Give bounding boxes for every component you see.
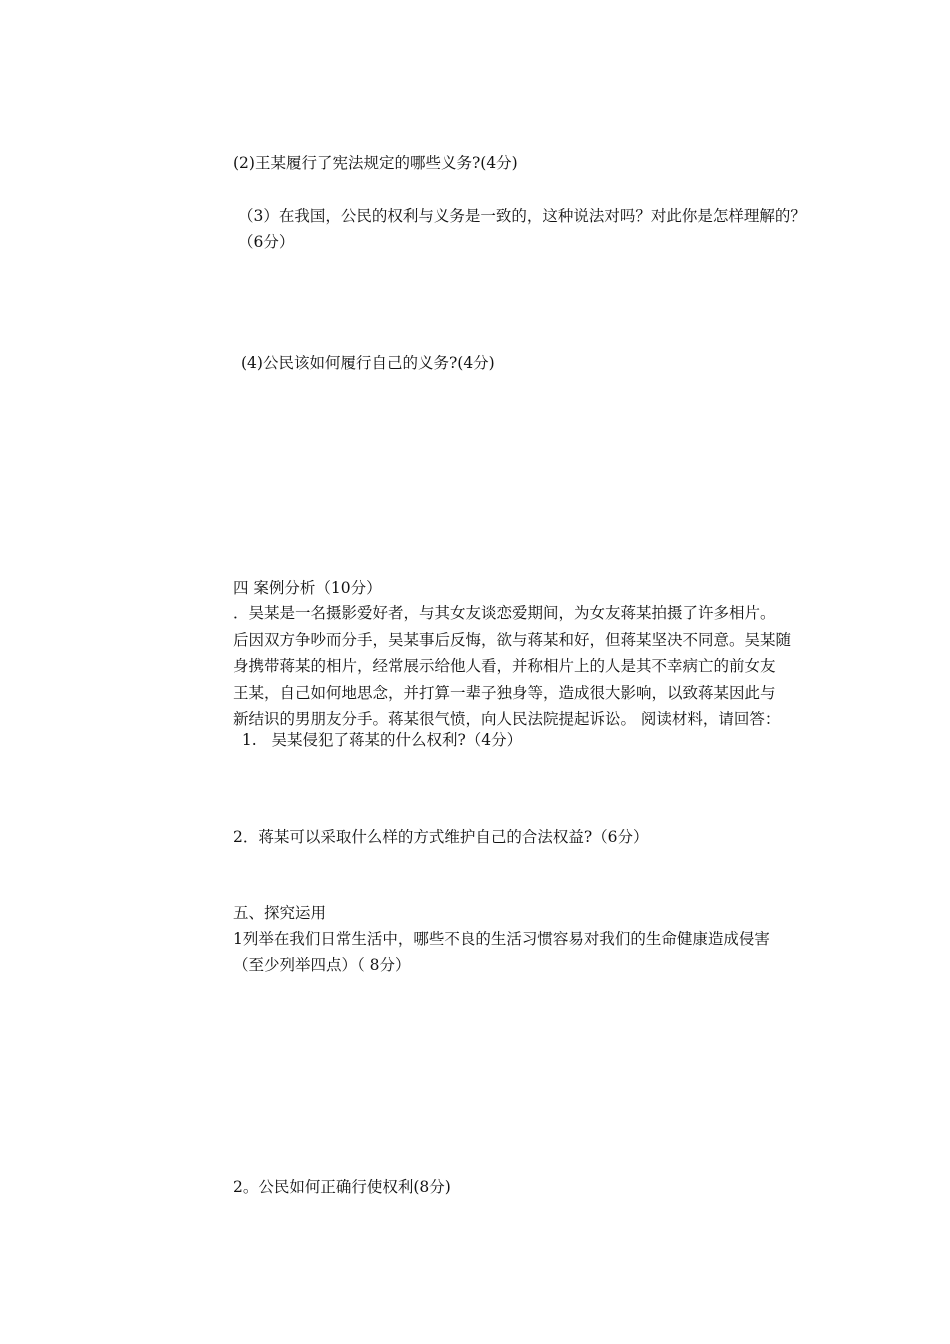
case-line: ．吴某是一名摄影爱好者，与其女友谈恋爱期间，为女友蒋某拍摄了许多相片。: [233, 604, 776, 622]
section-5-heading: 五、探究运用: [233, 904, 327, 922]
explore-question-1-line-2: （至少列举四点）（ 8分）: [233, 956, 411, 974]
case-line: 身携带蒋某的相片，经常展示给他人看，并称相片上的人是其不幸病亡的前女友: [233, 657, 776, 675]
explore-question-1-line-1: 1列举在我们日常生活中，哪些不良的生活习惯容易对我们的生命健康造成侵害: [233, 930, 770, 948]
question-3-line-1: （3）在我国，公民的权利与义务是一致的，这种说法对吗？对此你是怎样理解的？: [238, 207, 806, 225]
case-line: 后因双方争吵而分手，吴某事后反悔，欲与蒋某和好，但蒋某坚决不同意。吴某随: [233, 630, 792, 649]
case-paragraph: [233, 600, 845, 733]
case-question-1: 1. 吴某侵犯了蒋某的什么权利?（4分）: [237, 731, 523, 749]
case-line: 新结识的男朋友分手。蒋某很气愤，向人民法院提起诉讼。 阅读材料，请回答：: [233, 710, 781, 728]
case-question-2: 2．蒋某可以采取什么样的方式维护自己的合法权益?（6分）: [233, 828, 649, 846]
section-4-heading: 四 案例分析（10分）: [233, 579, 382, 597]
explore-question-2: 2。公民如何正确行使权利(8分): [233, 1178, 451, 1196]
question-2-wang-duties: (2)王某履行了宪法规定的哪些义务?(4分): [233, 154, 518, 172]
case-line: 王某，自己如何地思念，并打算一辈子独身等，造成很大影响，以致蒋某因此与: [233, 683, 776, 702]
question-3-line-2: （6分）: [238, 233, 295, 251]
question-4-fulfil-duties: (4)公民该如何履行自己的义务?(4分): [241, 354, 495, 372]
